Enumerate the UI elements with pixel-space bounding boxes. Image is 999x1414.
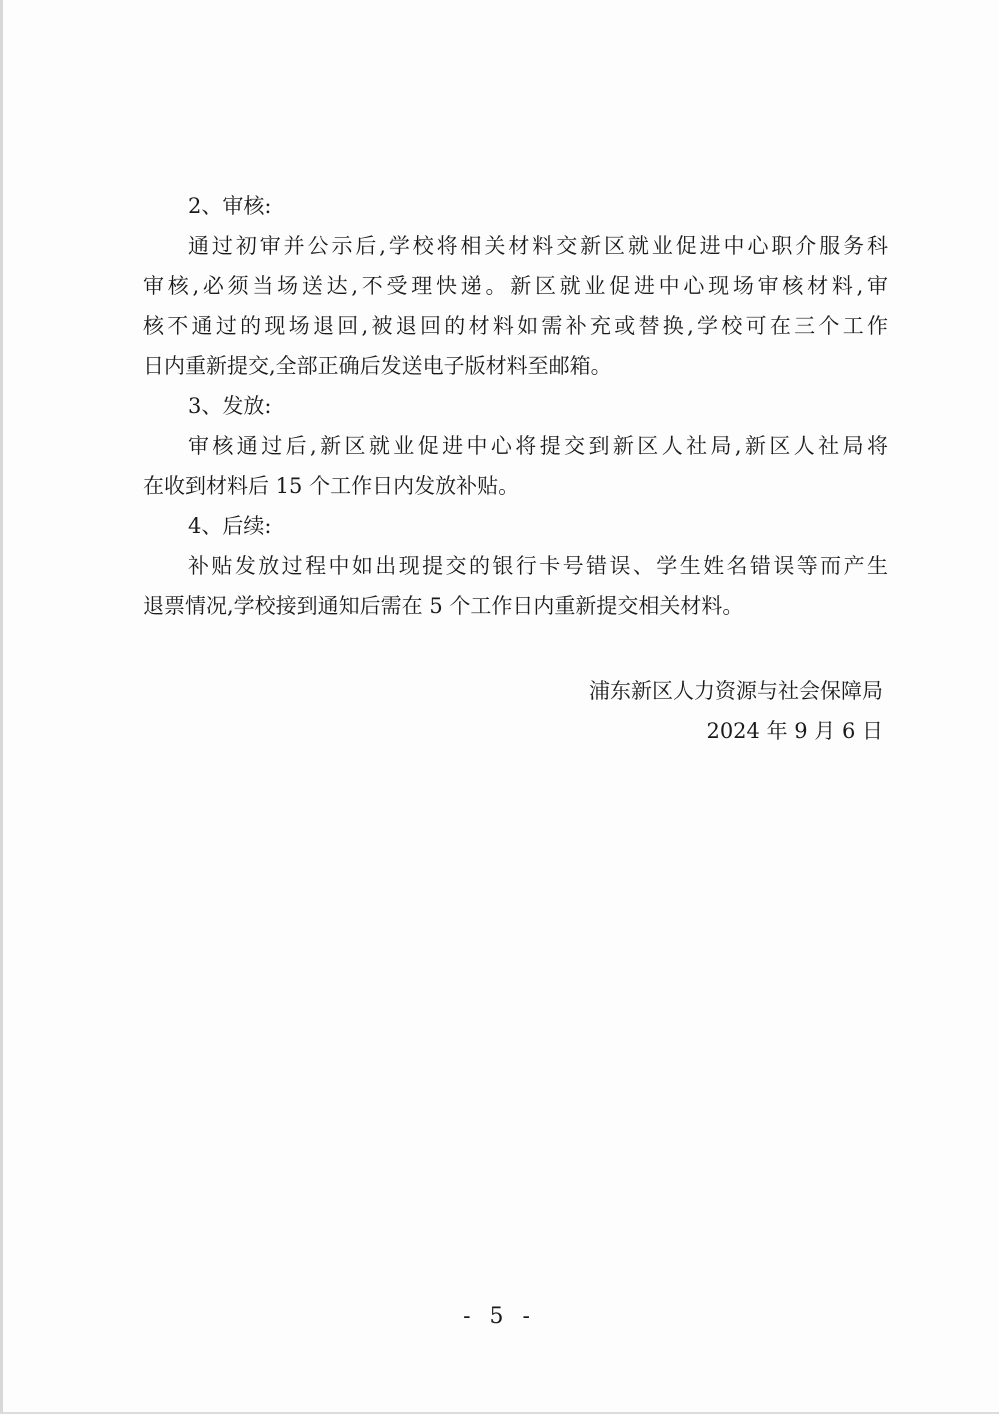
paragraph-line: 审核,必须当场送达,不受理快递。新区就业促进中心现场审核材料,审 — [143, 274, 888, 298]
signature-block — [589, 671, 883, 751]
issue-date: 2024 年 9 月 6 日 — [706, 719, 883, 743]
section-heading-followup: 4、后续: — [188, 514, 272, 538]
paragraph-line: 退票情况,学校接到通知后需在 5 个工作日内重新提交相关材料。 — [143, 594, 744, 618]
paragraph-line: 通过初审并公示后,学校将相关材料交新区就业促进中心职介服务科 — [188, 234, 888, 258]
document-body — [143, 186, 888, 626]
paragraph-line: 日内重新提交,全部正确后发送电子版材料至邮箱。 — [143, 354, 612, 378]
section-heading-disbursement: 3、发放: — [188, 394, 272, 418]
section-heading-review: 2、审核: — [188, 194, 272, 218]
paragraph-line: 核不通过的现场退回,被退回的材料如需补充或替换,学校可在三个工作 — [143, 314, 888, 338]
paragraph-line: 审核通过后,新区就业促进中心将提交到新区人社局,新区人社局将 — [188, 434, 888, 458]
issuing-organization: 浦东新区人力资源与社会保障局 — [589, 679, 883, 703]
paragraph-line: 补贴发放过程中如出现提交的银行卡号错误、学生姓名错误等而产生 — [188, 554, 888, 578]
paragraph-line: 在收到材料后 15 个工作日内发放补贴。 — [143, 474, 520, 498]
page-left-edge — [0, 0, 3, 1414]
page-number: - 5 - — [463, 1304, 536, 1329]
